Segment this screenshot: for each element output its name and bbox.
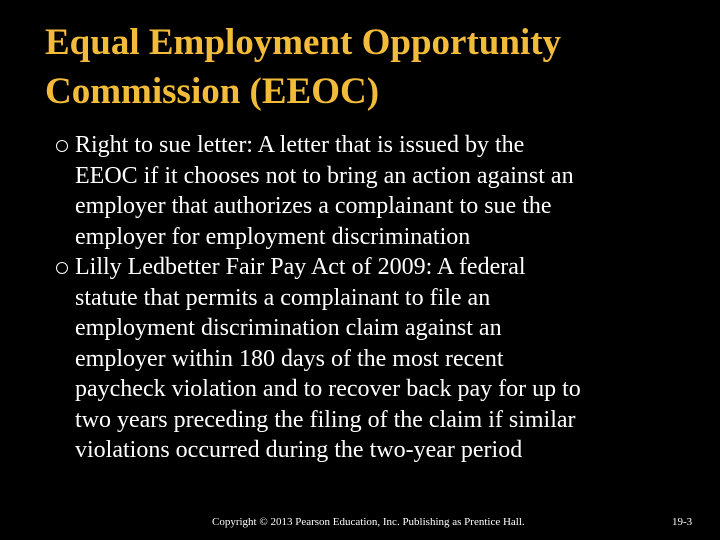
bullet-1-line-1: Right to sue letter: A letter that is issued by the [75, 132, 525, 158]
bullet-1-line-2: EEOC if it chooses not to bring an action against an [75, 162, 574, 189]
bullet-2-line-2: statute that permits a complainant to file an [75, 284, 491, 311]
bullet-1-line-3: employer that authorizes a complainant to sue the [75, 193, 552, 219]
slide-title-line-2: Commission (EEOC) [45, 71, 380, 112]
bullet-right-to-sue-letter [0, 130, 720, 252]
bullet-1-line-4: employer for employment discrimination [75, 223, 471, 250]
bullet-2-line-1: Lilly Ledbetter Fair Pay Act of 2009: A federal [75, 254, 526, 280]
slide-title [45, 18, 705, 116]
copyright-footer: Copyright © 2013 Pearson Education, Inc. Publishing as Prentice Hall. [212, 516, 525, 528]
bullet-2-line-7: violations occurred during the two-year period [75, 437, 523, 463]
bullet-2-line-4: employer within 180 days of the most recent [75, 345, 504, 372]
bullet-2-line-6: two years preceding the filing of the claim if similar [75, 406, 576, 433]
hollow-circle-bullet-icon [56, 262, 68, 274]
slide-title-line-1: Equal Employment Opportunity [45, 22, 562, 63]
slide-content [0, 130, 720, 466]
bullet-2-line-3: employment discrimination claim against an [75, 315, 502, 341]
bullet-lilly-ledbetter-act [0, 252, 720, 466]
bullet-2-line-5: paycheck violation and to recover back pay for up to [75, 376, 581, 402]
hollow-circle-bullet-icon [56, 140, 68, 152]
slide-page-number: 19-3 [672, 516, 693, 528]
